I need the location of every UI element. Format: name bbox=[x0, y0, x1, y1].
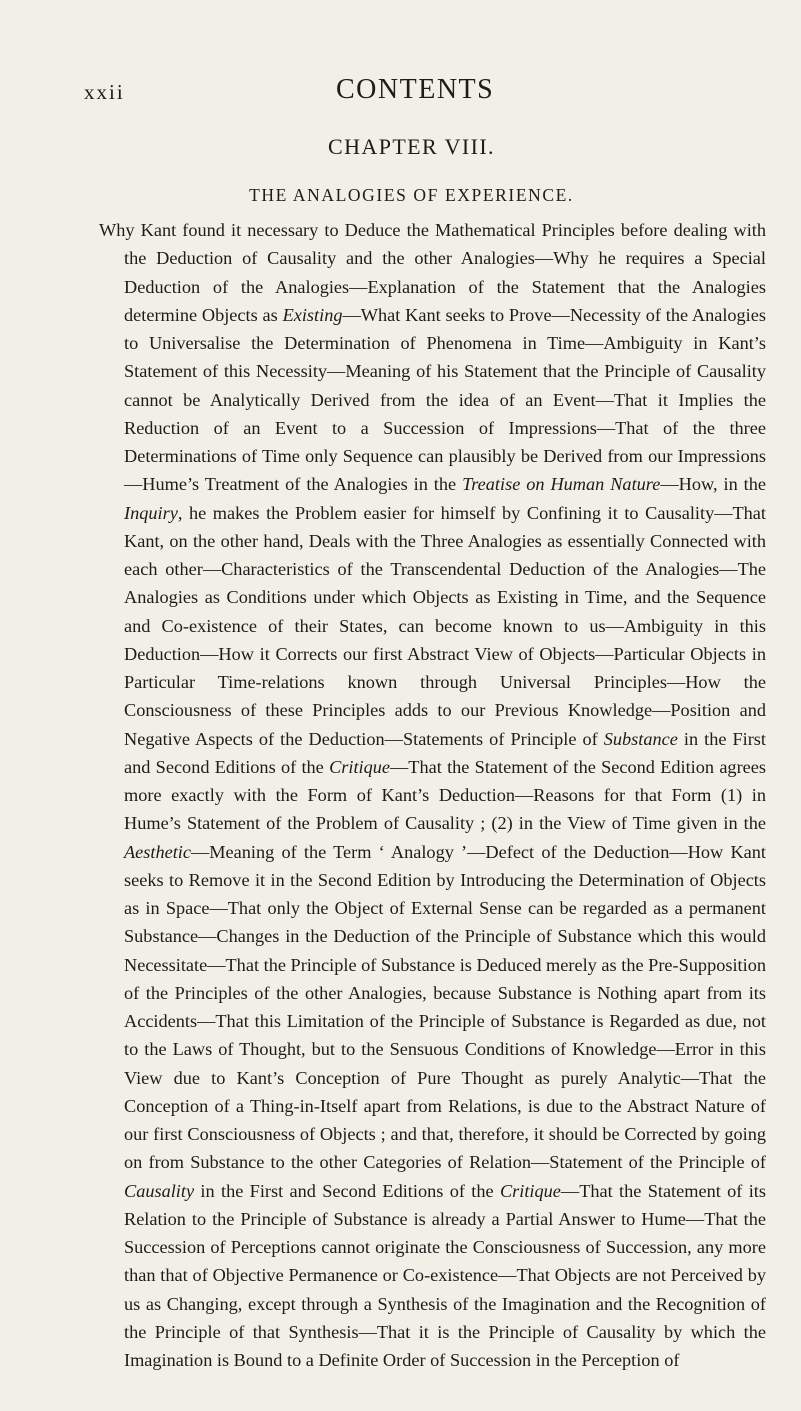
summary-text: in the First and Second Editions of the bbox=[124, 728, 766, 777]
chapter-heading bbox=[0, 134, 801, 160]
summary-text: —Meaning of the Term ‘ Analogy ’—Defect of the Deduction—How Kant seeks to Remove it in the Second Edition by Introducing the Determination of Objects as in Space—That only the Object of External Sense can be regarded as a permanent Substance—Changes in the Deduction of the Principle of Substance which this would Necessitate—That the Principle of Substance is Deduced merely as the Pre-Supposition of the Principles of the other Analogies, because Substance is Nothing apart from its Accidents—That this Limitation of the Principle of Substance is Regarded as due, not to the Laws of Thought, but to the Sensuous Conditions of Knowledge—Error in this View due to Kant’s Conception of Pure Thought as purely Analytic—That the Conception of a Thing-in-Itself apart from Relations, is due to the Abstract Nature of our first Consciousness of Objects ; and that, therefore, it should be Corrected by going on from Substance to the other Categories of Relation—Statement of the Principle of bbox=[124, 841, 766, 1173]
summary-text: Why Kant found it necessary to Deduce the Mathematical Principles before dealing with the Deduction of Causality and the other Analogies—Why he requires a Special Deduction of the Analogies—Explanation of the Statement that the Analogies determine Objects as bbox=[99, 220, 766, 325]
summary-text: , he makes the Problem easier for himself by Confining it to Causality—That Kant, on the other hand, Deals with the Three Analogies as essentially Connected with each other—Characteristics of the Transcendental Deduction of the Analogies—The Analogies as Conditions under which Objects as Existing in Time, and the Sequence and Co-existence of their States, can become known to us—Ambiguity in this Deduction—How it Corrects our first Abstract View of Objects—Particular Objects in Particular Time-relations known through Universal Principles—How the Consciousness of these Principles adds to our Previous Knowledge—Position and Negative Aspects of the Deduction—Statements of Principle of bbox=[124, 502, 766, 749]
chapter-title bbox=[0, 185, 801, 206]
summary-text: in the First and Second Editions of the bbox=[194, 1180, 500, 1201]
summary-text: —That the Statement of the Second Edition agrees more exactly with the Form of Kant’s Deduction—Reasons for that Form (1) in Hume’s Statement of the Problem of Causality ; (2) in the View of Time given in the bbox=[124, 756, 766, 834]
summary-text: —That the Statement of its Relation to the Principle of Substance is already a Partial Answer to Hume—That the Succession of Perceptions cannot originate the Consciousness of Succession, any more than that of Objective Permanence or Co-existence—That Objects are not Perceived by us as Changing, except through a Synthesis of the Imagination and the Recognition of the Principle of that Synthesis—That it is the Principle of Causality by which the Imagination is Bound to a Definite Order of Succession in the Perception of bbox=[124, 1180, 766, 1370]
running-head bbox=[84, 74, 514, 110]
summary-italic-title: Critique bbox=[499, 1180, 561, 1201]
summary-italic-title: Aesthetic bbox=[124, 841, 192, 862]
running-title: CONTENTS bbox=[336, 74, 495, 105]
summary-italic-term: Existing bbox=[282, 304, 343, 325]
summary-italic-title: Inquiry bbox=[124, 502, 178, 523]
chapter-summary bbox=[99, 216, 766, 1374]
summary-italic-term: Substance bbox=[603, 728, 678, 749]
summary-text: —What Kant seeks to Prove—Necessity of the Analogies to Universalise the Determination of Phenomena in Time—Ambiguity in Kant’s Statement of this Necessity—Meaning of his Statement that the Principle of Causality cannot be Analytically Derived from the idea of an Event—That it Implies the Reduction of an Event to a Succession of Impressions—That of the three Determinations of Time only Sequence can plausibly be Derived from our Impressions—Hume’s Treatment of the Analogies in the bbox=[124, 304, 766, 495]
summary-italic-title: Critique bbox=[329, 756, 391, 777]
summary-italic-term: Causality bbox=[124, 1180, 195, 1201]
page-number: xxii bbox=[84, 80, 125, 104]
summary-text: —How, in the bbox=[660, 474, 766, 495]
chapter-number: CHAPTER VIII. bbox=[328, 134, 495, 159]
chapter-title-text: THE ANALOGIES OF EXPERIENCE. bbox=[249, 185, 574, 205]
summary-italic-title: Treatise on Human Nature bbox=[462, 474, 661, 495]
